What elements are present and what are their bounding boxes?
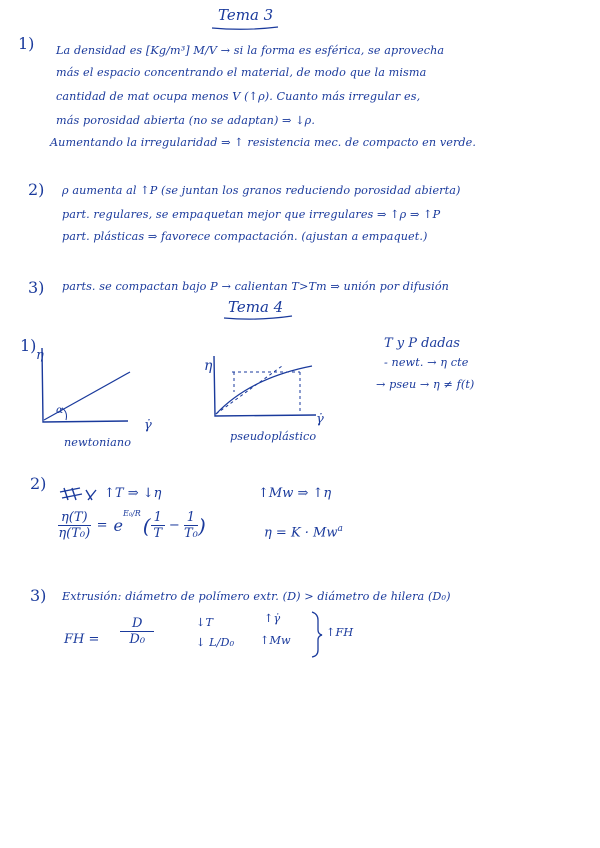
arrhenius-f1-den: T — [153, 526, 163, 541]
fh-condition-molecular-weight: ↑Mw — [260, 634, 291, 647]
pseudoplastic-caption: pseudoplástico — [230, 430, 317, 443]
arrhenius-equals: = — [96, 518, 108, 533]
tema4-notes-line-2: → pseu → η ≠ f(t) — [376, 378, 475, 391]
tema4-q2-number: 2) — [30, 474, 47, 493]
arrhenius-minus: − — [168, 518, 180, 533]
newtonian-y-label: η — [36, 348, 44, 363]
newtonian-caption: newtoniano — [64, 436, 132, 449]
arrhenius-paren-close: ) — [198, 513, 206, 538]
arrhenius-f1-num: 1 — [151, 510, 165, 526]
tema3-q1-line-5: Aumentando la irregularidad ⇒ ↑ resistencia mec. de compacto en verde. — [50, 136, 477, 149]
arrhenius-f2-den: T₀ — [183, 526, 198, 541]
tema4-q3-number: 3) — [30, 586, 47, 605]
tema3-q1-line-3: cantidad de mat ocupa menos V (↑ρ). Cuanto más irregular es, — [56, 90, 421, 103]
tema3-q1-line-2: más el espacio concentrando el material, de modo que la misma — [56, 66, 427, 79]
viscosity-mw-equation-text: η = K · Mw — [264, 525, 338, 541]
pseudoplastic-x-label: γ̇ — [316, 412, 324, 427]
tema3-q2-number: 2) — [28, 180, 45, 199]
arrhenius-exponent: E₀/R — [122, 509, 141, 518]
arrhenius-base: e — [113, 516, 123, 535]
tema3-q1-line-1: La densidad es [Kg/m³] M/V → si la forma es esférica, se aprovecha — [56, 44, 445, 57]
fh-condition-shear-rate: ↑γ̇ — [264, 612, 281, 625]
tema4-notes-line-1: - newt. → η cte — [384, 356, 469, 369]
arrhenius-lhs-denominator: η(T₀) — [58, 526, 91, 541]
tema4-q2-temperature-relation: ↑T ⇒ ↓η — [104, 486, 162, 501]
arrhenius-f2-num: 1 — [184, 510, 198, 526]
tema4-q2-molecular-weight-relation: ↑Mw ⇒ ↑η — [258, 486, 332, 501]
arrhenius-lhs-numerator: η(T) — [58, 510, 91, 526]
newtonian-angle-label: α — [56, 404, 64, 416]
tema3-title: Tema 3 — [218, 6, 274, 24]
fh-condition-length-ratio: ↓ L/D₀ — [196, 636, 235, 649]
pseudoplastic-y-label: η — [204, 358, 213, 374]
tema4-notes-heading: T y P dadas — [384, 336, 460, 351]
tema3-q2-line-2: part. regulares, se empaquetan mejor que irregulares ⇒ ↑ρ ⇒ ↑P — [62, 208, 441, 221]
tema3-q1-number: 1) — [18, 34, 35, 53]
tema4-title: Tema 4 — [228, 298, 284, 316]
newtonian-x-label: γ̇ — [144, 418, 152, 433]
arrhenius-paren-open: ( — [142, 513, 151, 538]
fh-numerator: D — [120, 616, 154, 632]
tema3-q3-line: parts. se compactan bajo P → calientan T>Tm ⇒ unión por difusión — [62, 280, 449, 293]
fh-denominator: D₀ — [129, 632, 146, 647]
fh-condition-temperature: ↓T — [196, 616, 214, 629]
viscosity-mw-exponent: a — [337, 524, 343, 534]
tema4-q1-number: 1) — [20, 336, 37, 355]
tema3-q1-line-4: más porosidad abierta (no se adaptan) ⇒ ↓ρ. — [56, 114, 315, 127]
fh-result: ↑FH — [326, 626, 354, 639]
tema3-q3-number: 3) — [28, 278, 45, 297]
fh-label: FH = — [64, 632, 100, 647]
tema4-q3-line: Extrusión: diámetro de polímero extr. (D) > diámetro de hilera (D₀) — [62, 590, 451, 603]
tema3-q2-line-1: ρ aumenta al ↑P (se juntan los granos reduciendo porosidad abierta) — [62, 184, 461, 197]
tema3-q2-line-3: part. plásticas ⇒ favorece compactación. (ajustan a empaquet.) — [62, 230, 428, 243]
